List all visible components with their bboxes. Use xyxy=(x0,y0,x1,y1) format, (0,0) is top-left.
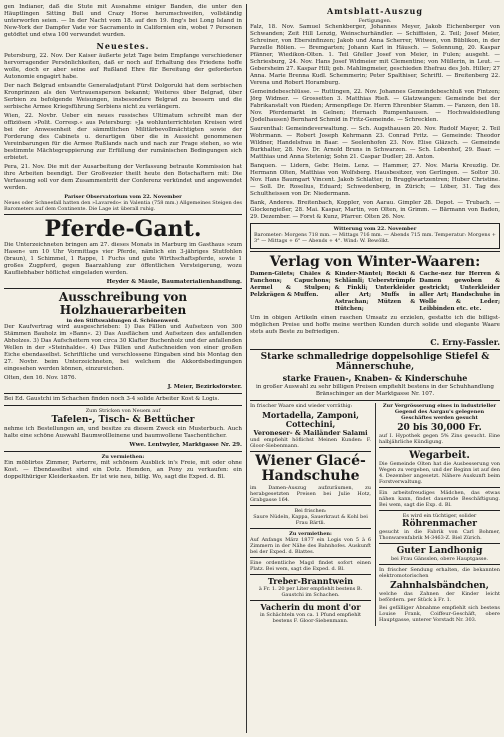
ad-list-right: Cache-nez für Herren & Damen gewoben & gestrickt; Unterkleider aller Art; Handschuhe in Wolle & Leder; Leibbinden etc. etc. xyxy=(419,271,501,312)
left-column xyxy=(4,4,242,483)
ad-subtitle: in den Stiftswaldungen d. Schönenwerd. xyxy=(66,318,180,324)
ads-left-subcolumn xyxy=(250,403,371,626)
ad-text: à Fr. 1. 20 per Liter empfiehlt bestens B. Gaustchi im Schachen. xyxy=(258,586,363,598)
ad-signature: und empfiehlt höflichst Meinen Kunden: F. Gloor-Siebenmann. xyxy=(250,437,371,449)
ads-right-subcolumn xyxy=(375,403,500,626)
news-paragraph: Falz, 18. Nov. Samuel Schenkberger, Johannes Meyer, Jakob Eichenberger von Schwanden; Zeit Hill Lenzig, Weinschurhändler. — Schiffisien, 2. Teil; Josef Meier, Schreiner, von Ebersinfinzen; Jakob und Anna Scherrer, Witwen, von Büblikon, in der Parzelle Rölien. — Bremgarten; Johann Karl in Häusch. — Solennung, 20. Kaspar Pfänner, Wiedikon-Olten. 1. Teil Gfeller Josef von Meier, in Fulen; ausgeht. — Schriesburg, 24. Nov. Hans Josef Widmeier mit Clementine; von Müllerin, in Leut. — Gebersheim 27. Kaspar Hill; geb. Mahlingmeier, geschieden Ehefrau des Joh. Hiller; 27 Anna. Marie Brenna Kudl. Schemmerin; Peter Spalthiser, Schriftl. — Breitenberg 22. Verena und Robert Horamburg. xyxy=(250,24,500,86)
ad-title-mortadella: Mortadella, Zamponi, Cottechini, xyxy=(262,410,359,429)
ad-intro: Bei frischen: xyxy=(294,508,327,514)
ad-title-branntwein: Treber-Branntwein xyxy=(267,576,354,586)
ad-text: Der Kaufvertrag wird ausgeschrieben: 1) Das Fällen und Aufsetzen von 300 Stämmen Bauholz im »Bann«. 2) Das Ausflächen und Aufsetzen des anfallenden Abholzes. 3) Das Aufscheitern von circa 30 Klafter Buchenholz und der anfallenden Wellen in der »Steinhalde«. 4) Das Fällen und Aufschneiden von einer großen Eiche ebendaselbst. Schriftliche und verschlossene Eingaben sind bis Montag den 27. Novbr. beim Unterzeichneten, bei welchem die Akkordsbedingungen eingesehen werden können, einzureichen. xyxy=(4,324,242,372)
ad-title-landhonig: Guter Landhonig xyxy=(396,546,483,556)
amtsblatt-header: Amtsblatt-Auszug xyxy=(327,6,423,16)
ad-text: Bei gefälliger Abnahme empfiehlt sich bestens Louise Frank, Coiffeur-Geschäft, obere Hauptgasse, unterer Vorstadt Nr. 303. xyxy=(379,605,500,623)
ad-text: Zur Vergrösserung eines in industrieller Gegend des Aargau's gelegenen Geschäftes werden gesucht xyxy=(382,403,497,421)
news-paragraph: Der nach Belgrad entsandte Generaladjutant Fürst Dolgoruki hat dem serbischen Kronprinzen als den Vertrauensperson bekannt; Weiteres über Belgrad, über Serbien zu befolgende Weisungen, insbesondere Belgrad zu bessern und die serbische Armee Kriegsführung Serbiens nicht zu verlängern. xyxy=(4,83,242,110)
column-separator xyxy=(246,4,247,733)
ad-text: welche das Zahnen der Kinder leicht befördern. per Stück à Fr. 1. xyxy=(379,591,500,603)
divider xyxy=(4,451,242,452)
ad-title-wegarbeit: Wegarbeit. xyxy=(409,450,470,461)
winter-waaren-list xyxy=(250,271,500,315)
divider xyxy=(250,451,371,452)
ad-title-winter-waaren: Verlag von Winter-Waaren: xyxy=(269,254,481,270)
ad-text: gesucht in die Fabrik von Carl Bohmer, Thonwarenfabrik M-3463-Z. Biel Zürich. xyxy=(379,529,500,541)
ad-text: Ein möblirtes Zimmer, Parterre, mit schönem Ausblick in's Freie, mit oder ohne Kost. — Ebendaselbst sind ein Dotz. Hemden, an Pony zu verkaufen: ein doppelthüriger Kleiderkasten. Er ist wie neu, billig. Wo, sagt die Exped. d. Bl. xyxy=(4,460,242,480)
weather-box xyxy=(250,223,500,249)
divider xyxy=(250,251,500,252)
divider xyxy=(250,528,371,529)
news-paragraph: gen Indianer, daß die Stute mit Ausnahme einiger Banden, die unter den Häuptlingen Sitting Bull und Crazy Horse herumschweifen, vollständig unterworfen seien. — In der Nacht vom 18. auf den 19. fing's bei Long Island in New-York der Dampfer Vade vor Sacramento in Californien ein, wobei 7 Personen getödtet und etwa 100 verwundet wurden. xyxy=(4,4,242,38)
ad-title-glace: Wiener Glacé-Handschuhe xyxy=(255,453,366,484)
divider xyxy=(379,447,500,448)
ad-title-tafelen: Tafelen-, Tisch- & Bettücher xyxy=(51,415,195,425)
observatory-text: Neues oder Schneefall hatten den »Lavaredo« in Valentia (758 mm.) Allgemeines Steigen des Barometers auf dem Continente. Die Lage ist überall ruhig. xyxy=(4,200,242,212)
ad-text: nehme ich Bestellungen an, und besitze zu diesem Zweck ein Musterbuch. Auch halte eine schöne Auswahl Baumwollleinene und baumwollene Taschentücher. xyxy=(4,426,242,439)
ad-list-left: Damen-Gilets; Châles & Fanchons; Capuchons; Aermel & Stulpen; Pelzkrägen & Muffen. xyxy=(250,271,331,298)
ad-signature: C. Erny-Fassler. xyxy=(430,338,500,347)
divider xyxy=(379,543,500,544)
news-paragraph: Petersburg, 22. Nov. Der Kaiser äußerte jetzt Tage beim Empfange verschiedener hervorragender Persönlichkeiten, daß er noch auf Erhaltung des Friedens hoffe wolle, doch er aber seine auf Rußland Ehre für Bereitung der geforderten Autonomie engagirt habe. xyxy=(4,53,242,80)
divider xyxy=(250,400,500,401)
ad-title-salami: Veroneser- & Mailänder Salami xyxy=(253,429,368,437)
divider xyxy=(250,557,371,558)
news-paragraph: Banquen. — Lidern, Gebr. Heim. Lenz. — Hammer, 27. Nov. Maria Kreuzlig. Dr. Hermann Olten, Matthias von Wolfsberg. Hausbesitzer, von Gerlingen. — Soltor 30. Nov. Hans Baumgart Vincent. Jakob Schlatter, in Brugglwartzentren; Huber Christine. — Soll. Dr. Roselius, Eduard; Schwedenberg, in Zürich; — Löber, 31. Tag des Schultheissen von Dr. Niedermann. xyxy=(250,163,500,197)
ad-text: auf I. Hypothek gegen 5% Zins gesucht. Eine halbjährliche Kündigung. xyxy=(379,433,500,445)
divider xyxy=(4,393,242,394)
ads-two-columns xyxy=(250,403,500,626)
ad-text: im Damen-Auszug aufzuräumen, zu herabgesetzten Preisen bei Julie Hotz, Grabgasse 164. xyxy=(250,485,371,503)
divider xyxy=(379,510,500,511)
ad-intro: Es wird ein tüchtiger, solider xyxy=(402,513,477,519)
divider xyxy=(250,349,500,350)
ad-text: Die Unterzeichneten bringen am 27. dieses Monats in Marburg im Gasthaus »zum Hasen« um 10 Uhr Vormittags vier Pferde, nämlich ein 3-jähriges Stutfohlen (braun), 1 Schimmel, 1 Rappe, 1 Fuchs und gute Wirthschaftspferde, sowie 1 großes Zugpferd, gegen Baarzahlung zur öffentlichen Versteigerung, wozu Kaufliebhaber höflichst eingeladen werden. xyxy=(4,242,242,276)
divider xyxy=(379,487,500,488)
divider xyxy=(4,405,242,406)
ad-title-stiefel: Starke schmalledrige doppelsohlige Stiefel & Männerschuhe, xyxy=(260,352,490,372)
ad-text: Ein arbeitsfreudiges Mädchen, das etwas nähen kann, findet dauernde Beschäftigung. Bei wem, sagt die Exp. d. Bl. xyxy=(379,490,500,508)
ad-signature: Heyder & Mäule, Baumaterialienhandlung. xyxy=(106,279,242,285)
section-heading-neuestes: Neuestes. xyxy=(96,41,150,51)
divider xyxy=(250,505,371,506)
ad-intro: Zum Stricken von Neuem auf xyxy=(85,408,161,414)
news-paragraph: Bank, Anderes. Breitenbach, Koppler, von Aarau. Gimpler 28. Depot. — Trubach. — Glockengießer, 28. Mai. Kaspar, Martin, von Olten, in Grimm. — Bärmann von Baden, 29. Dezember. — Forst & Kunz, Pfarrer. Olten 26. Nov. xyxy=(250,200,500,220)
divider xyxy=(250,600,371,601)
news-paragraph: Gemeindebeschlüsse. — Ruttingen, 22. Nov. Johannes Gemeindebeschluß von Fintzen; Jörg Widmer. — Grossetten 3. Matthias Rieß. — Glatzwangen: Gemeinde bei der Fabrikanstalt von Rieden; Armenpflege Dr. Herrn Ehrenbier Stamm. — Fanzen, den 18. Nov. Pferdemarkt in Gelnen; Hernach Rumpenhausen. — Hochwaldsiedlung (Jodelhausen) Bernhard Schmid in Fritz-Gemeinde. — Schrecklen. xyxy=(250,89,500,123)
ad-text: Saure Nüdeln, Kappa, Sauerkraut & Kohl bei Frau Bärtli. xyxy=(253,514,368,526)
divider xyxy=(379,564,500,565)
ad-text: In frischer Sendung erhalten, die bekannten elektromotorischen xyxy=(379,567,500,579)
ad-title-roehrenmacher: Röhrenmacher xyxy=(402,519,477,529)
ad-date: Olten, den 16. Nov. 1876. xyxy=(4,375,77,381)
ad-title-vacherin: Vacherin du mont d'or xyxy=(260,602,361,612)
ad-title-pferde-gant: Pferde-Gant. xyxy=(44,216,202,242)
ad-text: Eine ordentliche Magd findet sofort einen Platz. Bei wem, sagt die Exped. d. Bl. xyxy=(250,560,371,572)
ad-subtitle-stiefel: starke Frauen-, Knaben- & Kinderschuhe xyxy=(282,373,468,383)
ad-title-vermiethen: Zu vermiethen: xyxy=(289,531,332,537)
divider xyxy=(250,574,371,575)
divider xyxy=(4,288,242,289)
observatory-title: Pariser Observatorium vom 22. November xyxy=(64,194,182,200)
ad-intro: In frischer Waare sind wieder vorräthig: xyxy=(250,403,353,409)
news-paragraph: Saurenthal: Gemeindeverwaltung. — Sch. Augsthausen 20. Nov. Rudolf Mayer, 2. Teil Wohrmann. — Robert Joseph Kehrmann 23. Conrad Fritz. — Gemeinde: Theodor Wildner, Handelsfrau in Baar. — Seelenhofen 23. Nov. Elise Gläzsch. — Gemeinde Burkhalter, 28. Nov. Dr. Arnold Bruns in Schwarzen. — Sch. Lobenhof, 29. Baar. — Matthias und Anna Stetenig; Sohn 21. Caspar Dudler; 28. Anton. xyxy=(250,126,500,160)
ad-amount: 20 bis 30,000 Fr. xyxy=(397,423,482,433)
ad-signature: J. Meier, Bezirksförster. xyxy=(167,384,242,390)
ad-signature: Wwe. Lentwyler, Marktgasse Nr. 29. xyxy=(129,442,242,448)
right-column xyxy=(250,4,500,626)
ad-title-holzhauerarbeiten: Ausschreibung von Holzhauerarbeiten xyxy=(58,290,188,317)
ad-text: Bei Ed. Gaustchi im Schachen finden noch 3-4 solide Arbeiter Kost & Logis. xyxy=(4,396,220,402)
weather-text: Barometer: Morgens 718 mm. — Mittags 716 mm. — Abends 715 mm. Temperatur: Morgens + 3° — Mittags + 6° — Abends + 4°. Wind: W. Bewölkt. xyxy=(254,232,496,244)
ad-text: Um in obigen Artikeln einen raschen Umsatz zu erzielen, gestatte ich die billigst-möglichen Preise und hoffe meine werthen Kunden durch solide und elegante Waare stets aufs Beste zu befriedigen. xyxy=(250,315,500,335)
ad-text: Die Gemeinde Olten hat die Ausbesserung von Wegen zu vergeben, und der Beginn ist auf den 4. Dezember angesetzt. Nähere Auskunft beim Forstverwaltung. xyxy=(379,461,500,485)
ad-text: Auf Anfangs März 1877 ein Logis von 5 à 6 Zimmern in der Nähe des Bahnhofes. Auskunft bei der Exped. d. Blattes. xyxy=(250,537,371,555)
divider xyxy=(4,214,242,215)
news-paragraph: Wien, 22. Novbr. Ueber ein neues russisches Ultimatum schreibt man der offiziösen »Polit. Corresp.« aus Petersburg: »Ja wohlunterrichteten Kreisen wird bei der Anwesenheit der sämmtlichen Militärbevollmächtigten sowie der Forderung des Cabinets u. derartigen über die in Aussicht genommenen Vereinbarungen für die Armee Rußlands nach und nach zur Frage stehen, so wie bestimmte Mächtegruppierung zur Erfüllung der rumänischen Bedingungen sich erbietet. xyxy=(4,113,242,161)
ad-list-mid: Kinder-Mäntel; Röckli & Schlämli; Ueberstrümpfe & Finkli; Unterkleider aller Art; Muffs in Astrachan; Mützen & Hütchen; xyxy=(334,271,416,312)
ad-text: in großer Auswahl zu sehr billigen Preisen empfiehlt bestens in der Schuhhandlung Bränschinger an der Marktgasse Nr. 107. xyxy=(256,384,494,397)
news-paragraph: Pera, 21. Nov. Die mit der Ausarbeitung der Verfassung betraute Kommission hat ihre Arbeiten beendigt. Der Großvezier theilt heute den Botschaftern mit: Die Verfassung soll vor dem Zusammentritt der Conferenz verkündet und angewendet werden. xyxy=(4,164,242,191)
ad-title-zahnhalsbaendchen: Zahnhalsbändchen, xyxy=(390,581,489,591)
weather-title: Witterung vom 22. November xyxy=(333,226,417,232)
ad-title-vermiethen: Zu vermiethen: xyxy=(101,454,145,460)
ad-text: bei Frau Gänsslen, obere Hauptgasse. xyxy=(390,556,489,562)
ad-text: in Schächteln von ca. 1 Pfund empfiehlt bestens F. Gloor-Siebenmann. xyxy=(259,612,362,624)
amtsblatt-subheader: Fertigungen. xyxy=(358,18,392,24)
